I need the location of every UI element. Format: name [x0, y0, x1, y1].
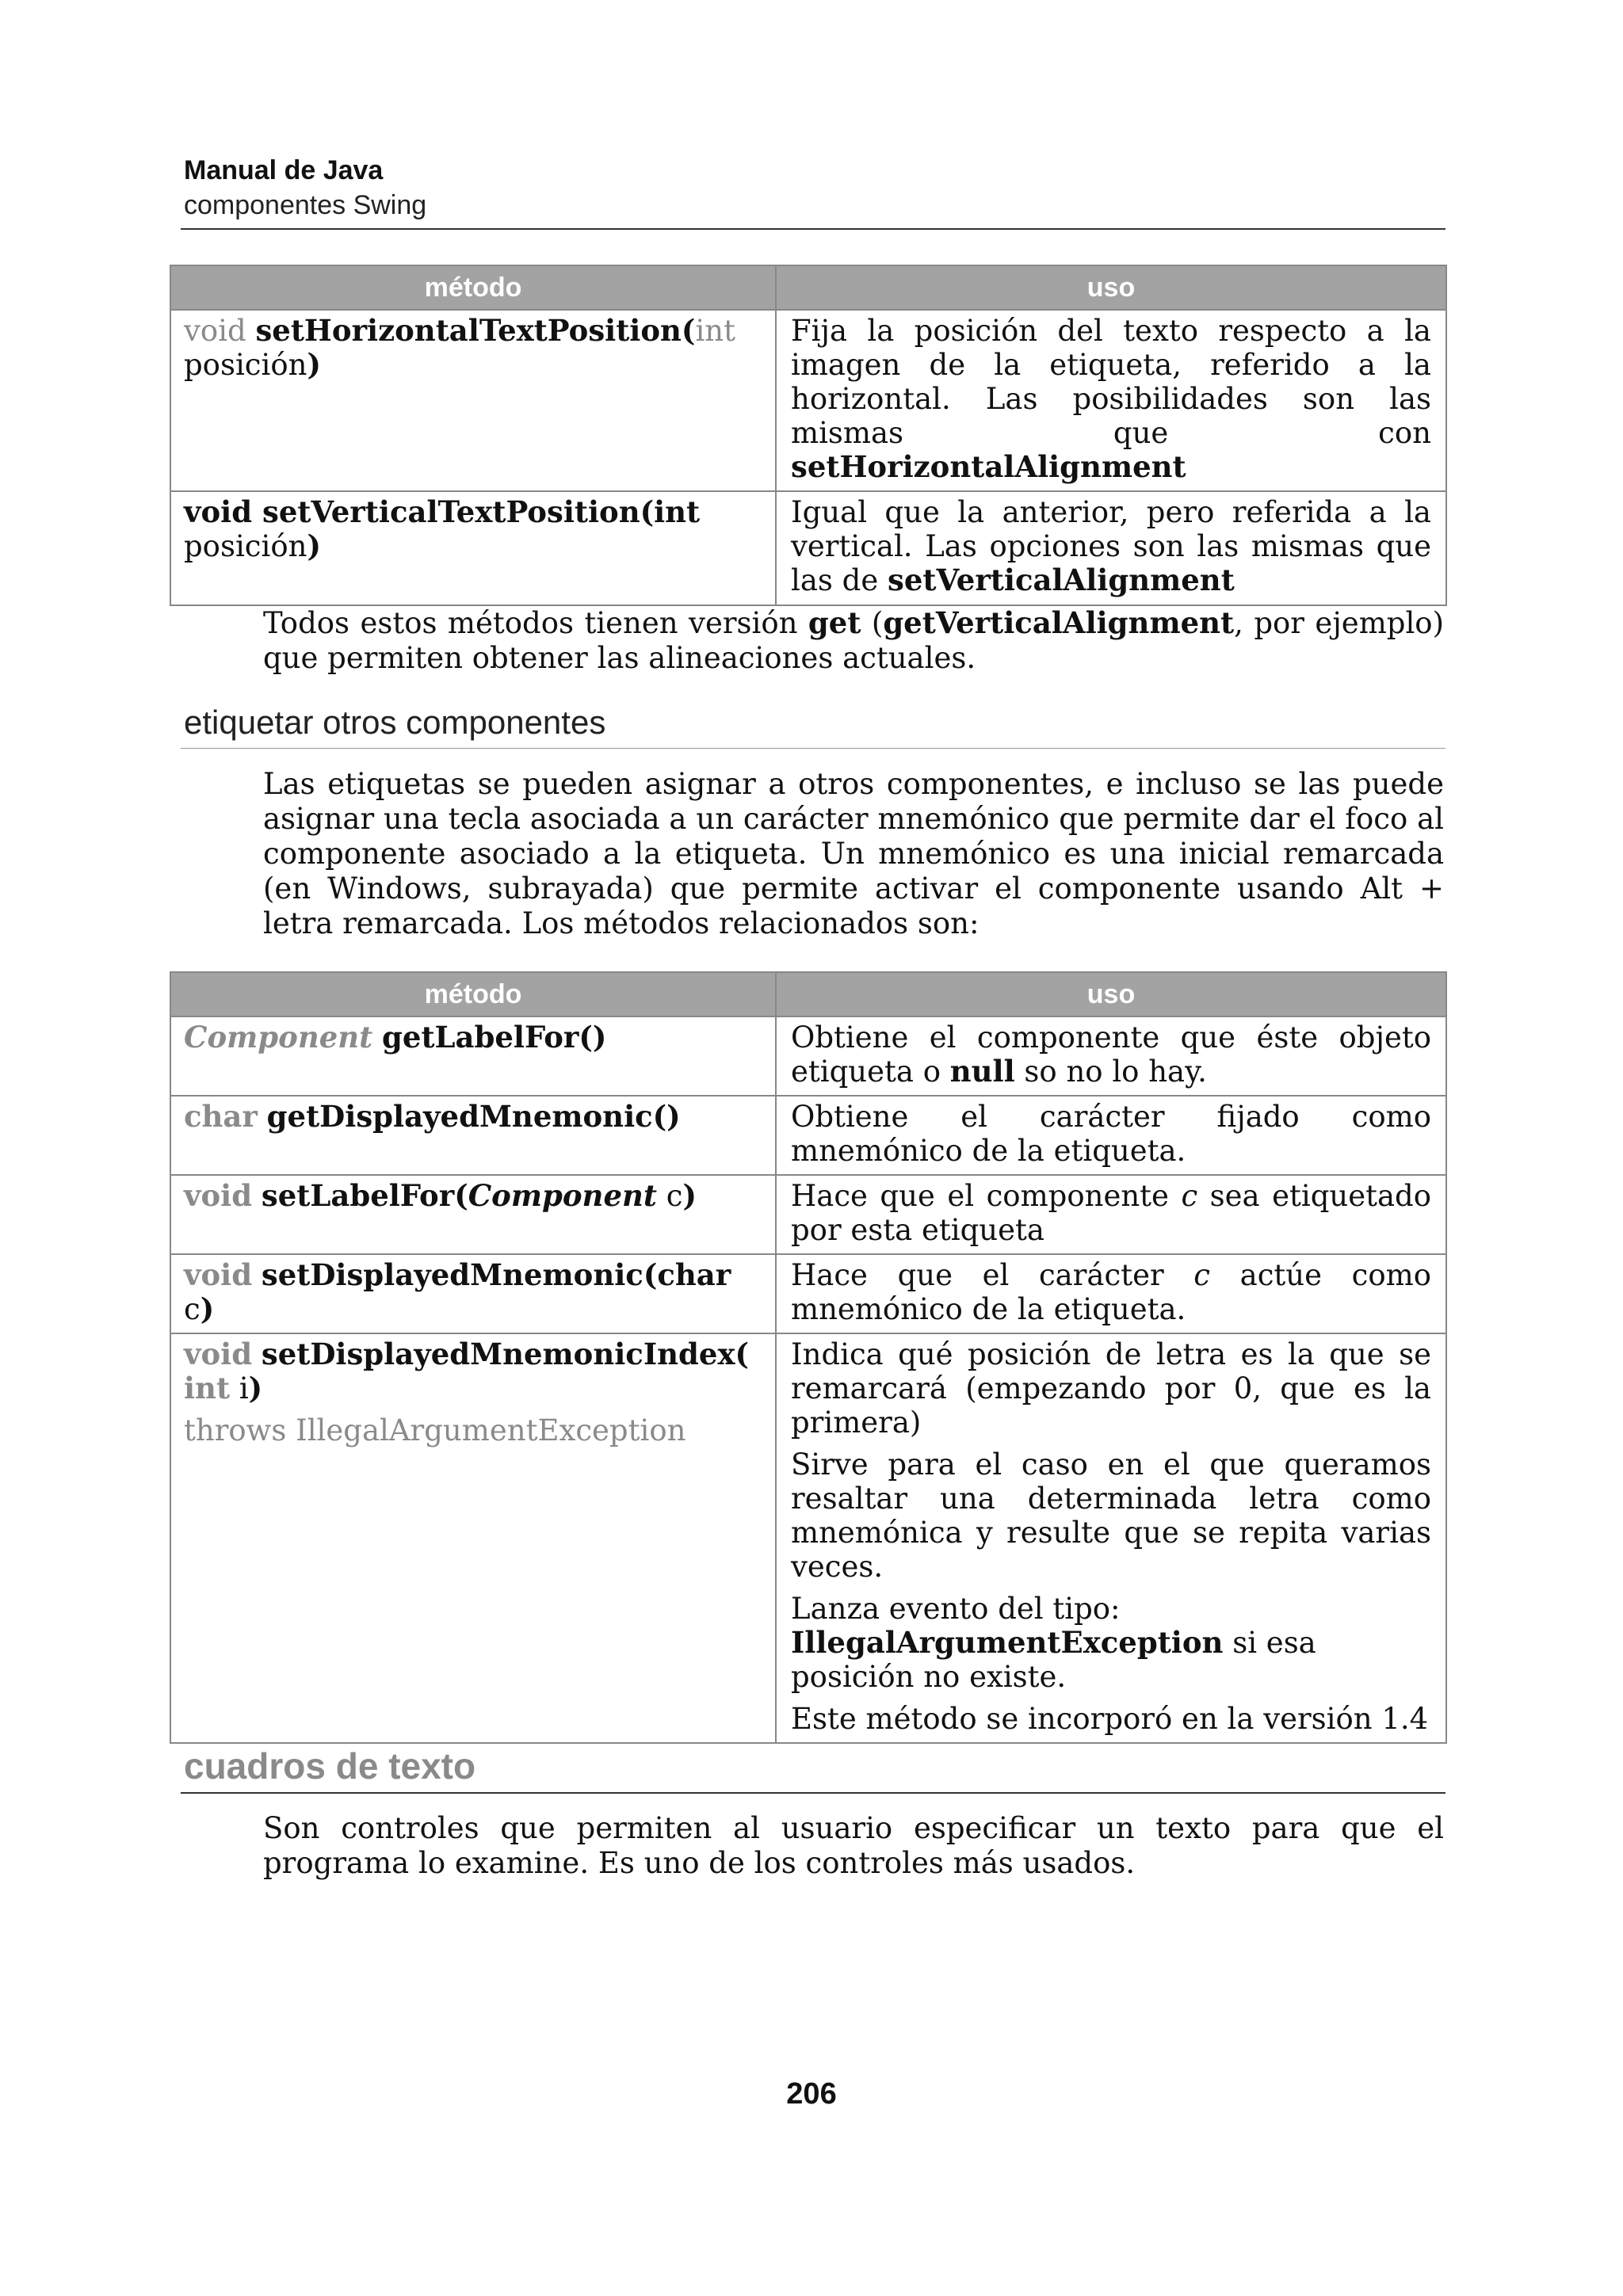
table-row	[170, 1175, 1446, 1254]
usage-cell: Fija la posición del texto respecto a la imagen de la etiqueta, referido a la horizontal. Las posibilidades son las mismas que con setHorizontalAlignment	[776, 310, 1446, 491]
usage-cell: Obtiene el carácter fijado como mnemónico de la etiqueta.	[776, 1096, 1446, 1175]
method-cell: void setDisplayedMnemonicIndex( int i) throws IllegalArgumentException	[170, 1333, 776, 1743]
usage-cell: Obtiene el componente que éste objeto etiqueta o null so no lo hay.	[776, 1016, 1446, 1096]
running-header-title: Manual de Java	[184, 155, 384, 185]
method-cell: void setHorizontalTextPosition(int posición)	[170, 310, 776, 491]
section-divider	[181, 1792, 1445, 1794]
paragraph-etiquetas: Las etiquetas se pueden asignar a otros componentes, e incluso se las puede asignar una tecla asociada a un carácter mnemónico que permite dar el foco al componente asociado a la etiqueta. Un mnemónico es una inicial remarcada (en Windows, subrayada) que permite activar el componente usando Alt + letra remarcada. Los métodos relacionados son:	[263, 767, 1444, 940]
method-cell: char getDisplayedMnemonic()	[170, 1096, 776, 1175]
table-header-row	[170, 972, 1446, 1016]
column-header-metodo: método	[170, 265, 776, 310]
method-cell: void setDisplayedMnemonic(char c)	[170, 1254, 776, 1333]
table-row	[170, 1096, 1446, 1175]
section-heading-etiquetar: etiquetar otros componentes	[184, 704, 606, 741]
table-row	[170, 1254, 1446, 1333]
section-heading-cuadros: cuadros de texto	[184, 1745, 476, 1787]
section-divider	[181, 748, 1445, 749]
table-row	[170, 491, 1446, 605]
methods-table-1	[170, 265, 1447, 606]
method-cell: Component getLabelFor()	[170, 1016, 776, 1096]
table-row	[170, 1016, 1446, 1096]
column-header-uso: uso	[776, 265, 1446, 310]
methods-table-2	[170, 971, 1447, 1744]
table-header-row	[170, 265, 1446, 310]
table-row	[170, 310, 1446, 491]
usage-cell: Igual que la anterior, pero referida a la vertical. Las opciones son las mismas que las de setVerticalAlignment	[776, 491, 1446, 605]
usage-cell: Hace que el carácter c actúe como mnemónico de la etiqueta.	[776, 1254, 1446, 1333]
method-cell: void setLabelFor(Component c)	[170, 1175, 776, 1254]
column-header-metodo: método	[170, 972, 776, 1016]
paragraph-cuadros: Son controles que permiten al usuario especificar un texto para que el programa lo examine. Es uno de los controles más usados.	[263, 1811, 1444, 1880]
column-header-uso: uso	[776, 972, 1446, 1016]
header-divider	[181, 228, 1445, 230]
page-number: 206	[786, 2077, 837, 2111]
table-row	[170, 1333, 1446, 1743]
running-header-subtitle: componentes Swing	[184, 190, 427, 220]
usage-cell: Hace que el componente c sea etiquetado por esta etiqueta	[776, 1175, 1446, 1254]
method-cell: void setVerticalTextPosition(int posición)	[170, 491, 776, 605]
paragraph-get-methods: Todos estos métodos tienen versión get (getVerticalAlignment, por ejemplo) que permiten obtener las alineaciones actuales.	[263, 605, 1445, 675]
usage-cell: Indica qué posición de letra es la que se remarcará (empezando por 0, que es la primera) Sirve para el caso en el que queramos resaltar una determinada letra como mnemónica y resulte que se repita varias veces. Lanza evento del tipo: IllegalArgumentException si esa posición no existe. Este método se incorporó en la versión 1.4	[776, 1333, 1446, 1743]
throws-clause: throws IllegalArgumentException	[184, 1413, 686, 1447]
